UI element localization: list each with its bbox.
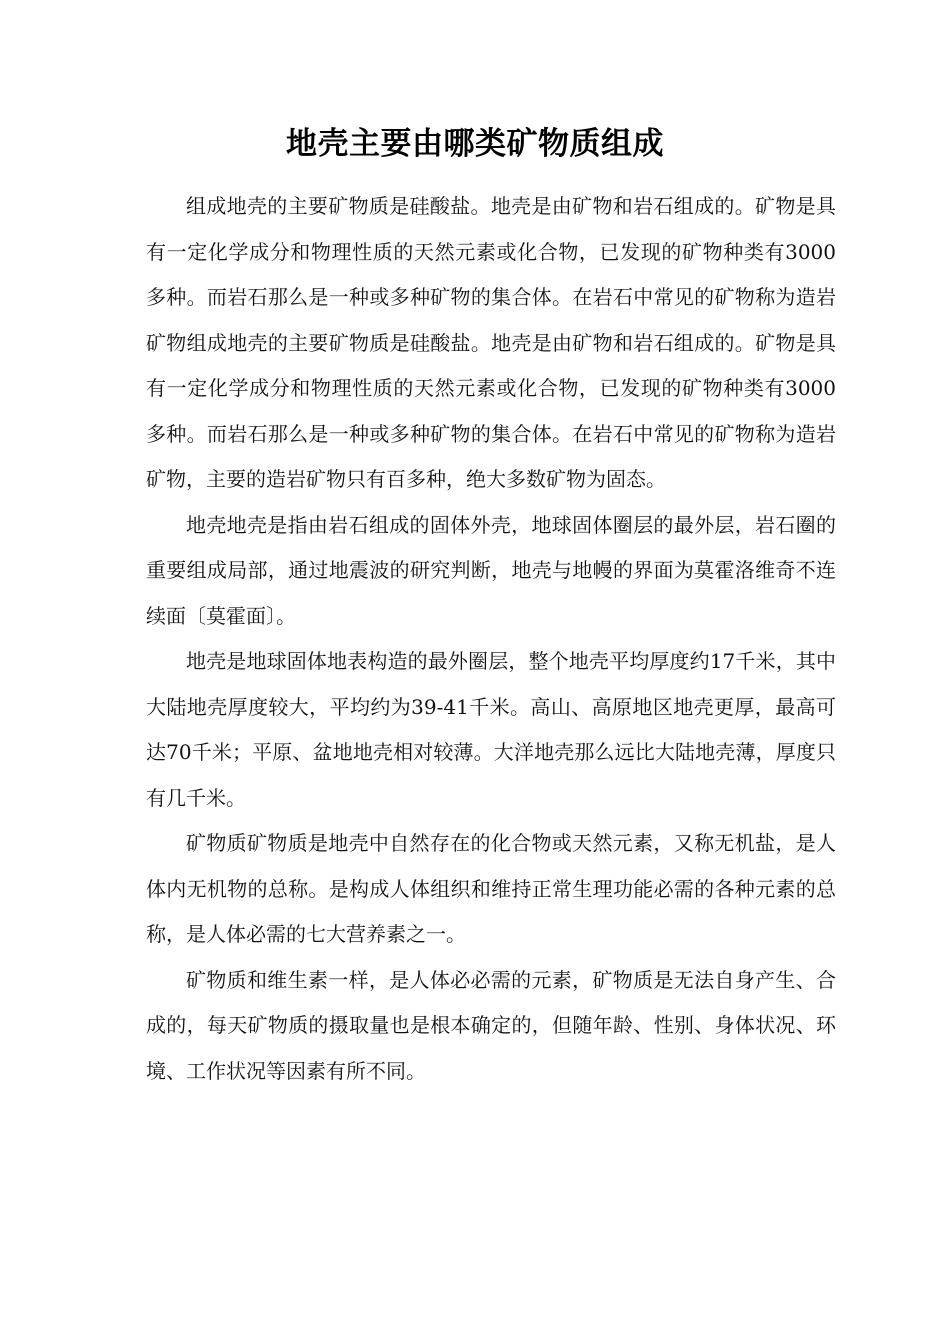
document-body [146,184,836,1094]
paragraph-4: 矿物质矿物质是地壳中自然存在的化合物或天然元素，又称无机盐，是人体内无机物的总称。是构成人体组织和维持正常生理功能必需的各种元素的总称，是人体必需的七大营养素之一。 [146,831,836,946]
paragraph-3: 地壳是地球固体地表构造的最外圈层，整个地壳平均厚度约17千米，其中大陆地壳厚度较大，平均约为39-41千米。高山、高原地区地壳更厚，最高可达70千米；平原、盆地地壳相对较薄。大洋地壳那么远比大陆地壳薄，厚度只有几千米。 [146,649,836,810]
paragraph-1: 组成地壳的主要矿物质是硅酸盐。地壳是由矿物和岩石组成的。矿物是具有一定化学成分和物理性质的天然元素或化合物，已发现的矿物种类有3000多种。而岩石那么是一种或多种矿物的集合体。在岩石中常见的矿物称为造岩矿物组成地壳的主要矿物质是硅酸盐。地壳是由矿物和岩石组成的。矿物是具有一定化学成分和物理性质的天然元素或化合物，已发现的矿物种类有3000多种。而岩石那么是一种或多种矿物的集合体。在岩石中常见的矿物称为造岩矿物，主要的造岩矿物只有百多种，绝大多数矿物为固态。 [146,194,836,491]
paragraph-2: 地壳地壳是指由岩石组成的固体外壳，地球固体圈层的最外层，岩石圈的重要组成局部，通过地震波的研究判断，地壳与地幔的界面为莫霍洛维奇不连续面〔莫霍面〕。 [146,512,836,628]
document-title: 地壳主要由哪类矿物质组成 [286,126,664,162]
paragraph-5: 矿物质和维生素一样，是人体必必需的元素，矿物质是无法自身产生、合成的，每天矿物质的摄取量也是根本确定的，但随年龄、性别、身体状况、环境、工作状况等因素有所不同。 [146,967,836,1083]
